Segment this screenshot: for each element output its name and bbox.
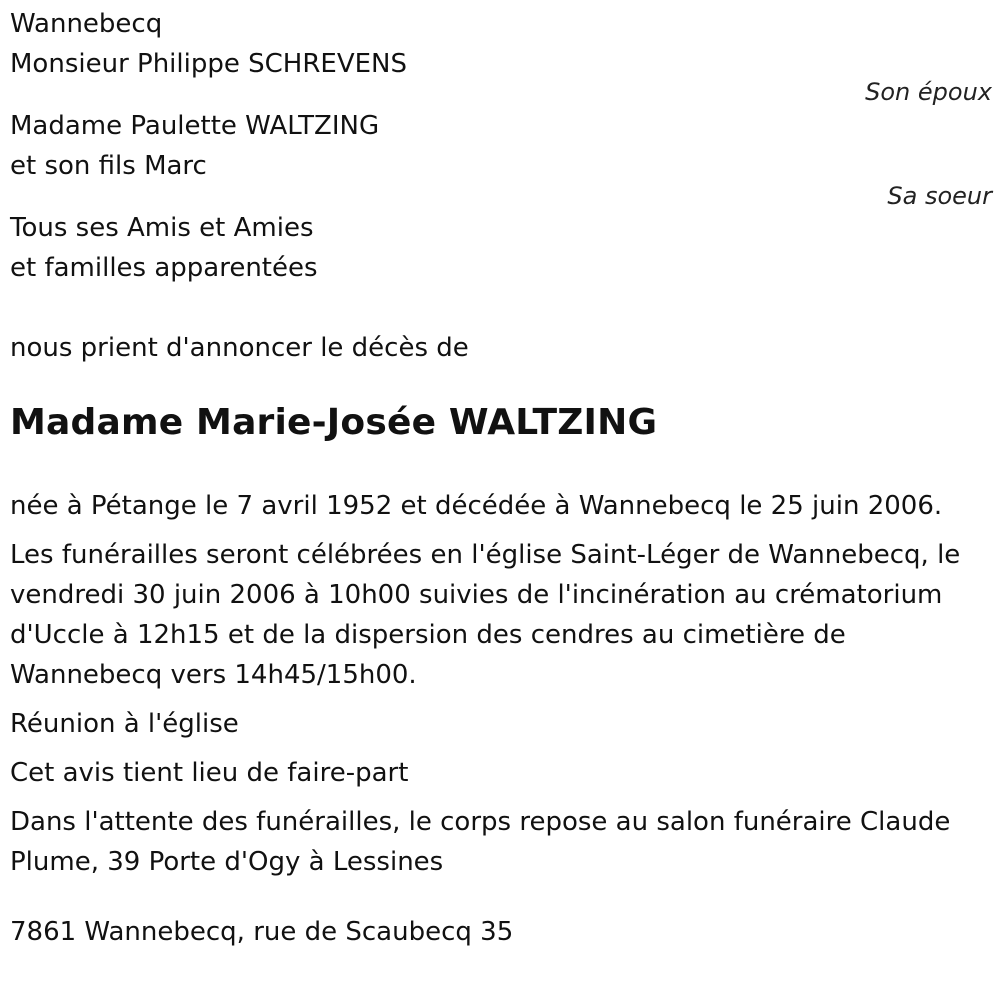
sister-name: Madame Paulette WALTZING	[10, 111, 380, 141]
spouse-relation: Son époux	[865, 78, 992, 106]
details-section	[10, 486, 992, 882]
rest-paragraph: Dans l'attente des funérailles, le corps repose au salon funéraire Claude Plume, 39 Porte d'Ogy à Lessines	[10, 807, 951, 877]
relatives-line: et familles apparentées	[10, 253, 318, 283]
place-line: Wannebecq	[10, 9, 163, 39]
friends-group	[10, 208, 992, 288]
spouse-name: Monsieur Philippe SCHREVENS	[10, 49, 407, 79]
spouse-group	[10, 4, 992, 106]
address-line: 7861 Wannebecq, rue de Scaubecq 35	[10, 917, 514, 947]
birth-death-paragraph: née à Pétange le 7 avril 1952 et décédée à Wannebecq le 25 juin 2006.	[10, 491, 943, 521]
deceased-name: Madame Marie-Josée WALTZING	[10, 402, 658, 443]
sister-group	[10, 106, 992, 210]
sister-son: et son fils Marc	[10, 151, 207, 181]
friends-line: Tous ses Amis et Amies	[10, 213, 314, 243]
funeral-paragraph: Les funérailles seront célébrées en l'église Saint-Léger de Wannebecq, le vendredi 30 juin 2006 à 10h00 suivies de l'incinération au crématorium d'Uccle à 12h15 et de la dispersion des cendres au cimetière de Wannebecq vers 14h45/15h00.	[10, 540, 961, 690]
sister-relation: Sa soeur	[887, 182, 992, 210]
meeting-paragraph: Réunion à l'église	[10, 709, 239, 739]
announcement-intro: nous prient d'annoncer le décès de	[10, 333, 469, 363]
obituary-notice	[10, 0, 992, 952]
notice-paragraph: Cet avis tient lieu de faire-part	[10, 758, 409, 788]
